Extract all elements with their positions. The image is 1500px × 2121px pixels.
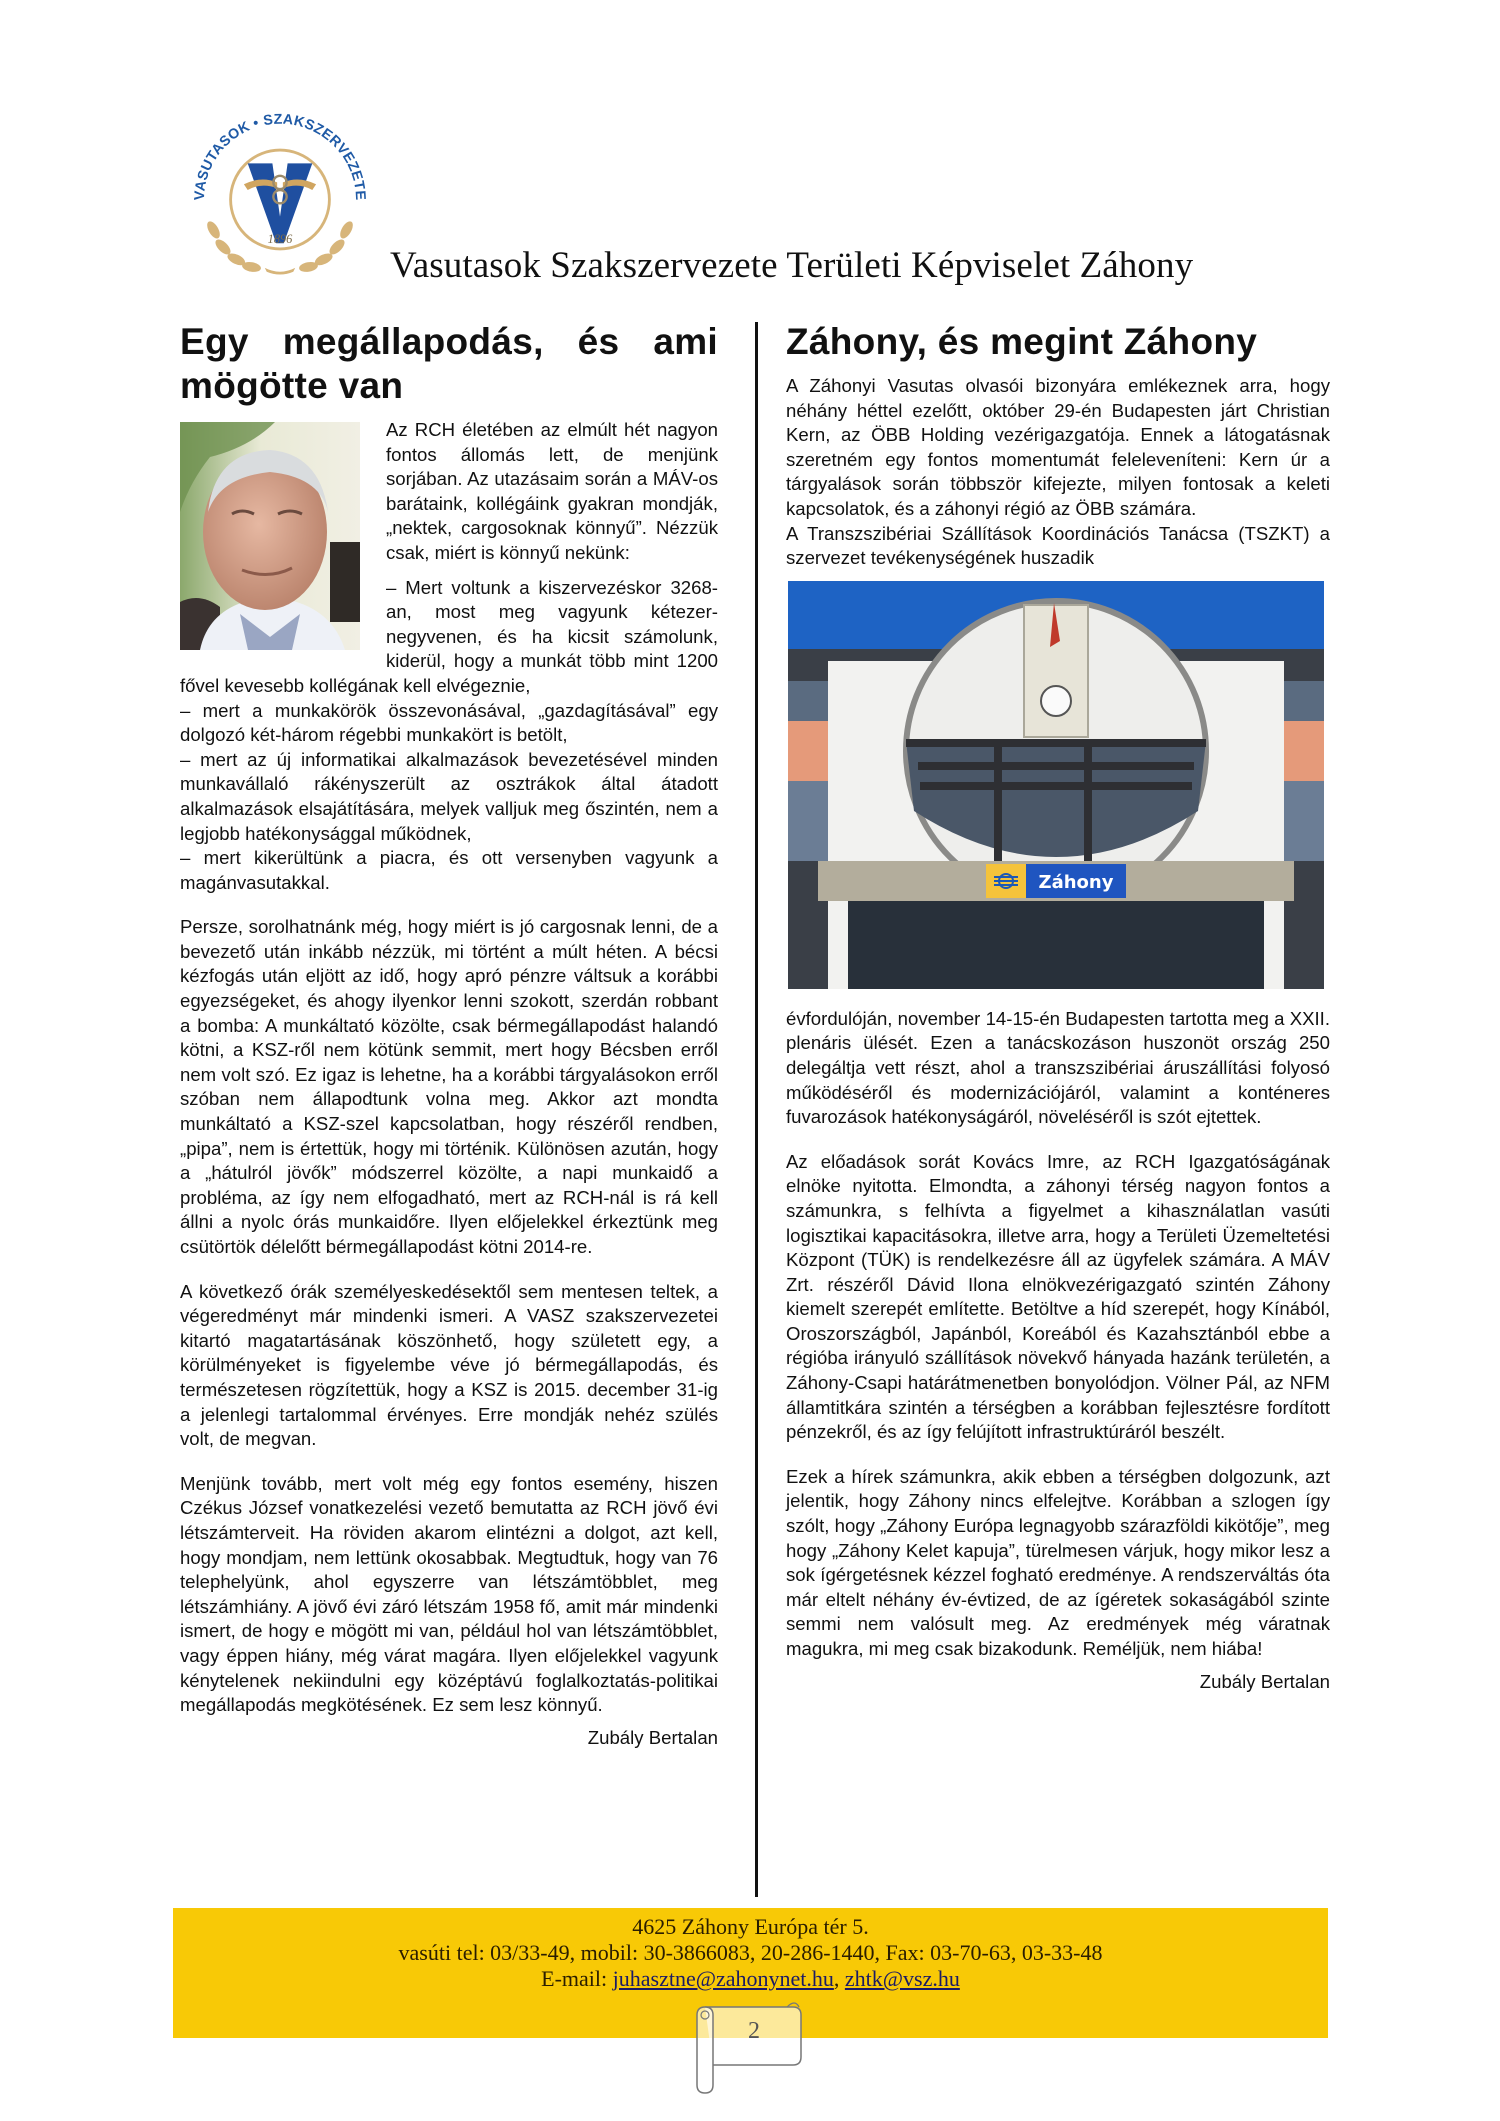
article-left-paragraph: Persze, sorolhatnánk még, hogy miért is jó cargosnak lenni, de a bevezető után inkább nézzük, mi történt a múlt héten. A bécsi kézfogás után eljött az idő, hogy apró pénzre váltsuk a korábbi egyezségeket, és ahogy ilyenkor lenni szokott, szerdán robbant a bomba: A munkáltató közölte, csak bérmegállapodást halandó kötni, a KSZ-ről nem kötünk semmit, mert hogy Bécsben erről nem volt szó. Ez igaz is lehetne, ha a korábbi tárgyalásokon erről szóban nem állapodtunk volna meg. Akkor azt mondta munkáltató a KSZ-szel kapcsolatban, hogy részéről rendben, „pipa”, nem is értettük, hogy mi történik. Különösen azután, hogy a „hátulról jövők” módszerrel közölte, a napi munkaidő a probléma, az így nem elfogadható, mert az RCH-nál is rá kell állni a nyolc órás munkaidőre. Ilyen előjelekkel érkeztünk meg csütörtök délelőtt bérmegállapodást kötni 2014-re. [180, 916, 718, 1257]
footer-email-separator: , [833, 1966, 845, 1991]
article-left-paragraph: – mert a munkakörök összevonásával, „gazdagításával” egy dolgozó két-három régebbi munkakört is betölt, [180, 699, 718, 746]
article-right-signature: Zubály Bertalan [1199, 1670, 1330, 1692]
article-right-headline: Záhony, és megint Záhony [786, 321, 1258, 362]
article-left-paragraph: A következő órák személyeskedésektől sem mentesen teltek, a végeredményt már mindenki ismeri. A VASZ szakszervezetei kitartó magatartásának köszönhető, hogy született egy, a körülményeket is figyelembe véve jó bérmegállapodás, és természetesen rögzítettük, hogy a KSZ is 2015. december 31-ig a jelenlegi tartalommal érvényes. Erre mondják nehéz szülés volt, de megvan. [180, 1280, 718, 1450]
footer-email-label: E-mail: [541, 1966, 613, 1991]
article-left-paragraph: Menjünk tovább, mert volt még egy fontos esemény, hiszen Czékus József vonatkezelési vezető bemutatta az RCH jövő évi létszámterveit. Ha röviden akarom elintézni a dolgot, azt kell, hogy mondjam, nem lettünk okosabbak. Megtudtuk, hogy van 76 telephelyünk, ahol egyszerre van létszámtöbblet, meg létszámhiány. A jövő évi záró létszám 1958 fő, amit már mindenki ismert, de hogy e mögött mi van, például hol van létszámtöbblet, vagy éppen hiány, még várat magára. Ilyen előjelekkel vagyunk kénytelenek nekiindulni egy középtávú foglalkoztatás-politikai megállapodás megkötésének. Ez sem lesz könnyű. [180, 1472, 718, 1716]
zahony-station-photo [788, 581, 1324, 989]
footer-email-line [173, 1966, 1328, 1992]
column-divider [755, 322, 758, 1897]
page-header-title: Vasutasok Szakszervezete Területi Képviselet Záhony [390, 245, 1194, 286]
article-left-paragraph: – mert kikerültünk a piacra, és ott versenyben vagyunk a magánvasutakkal. [180, 847, 718, 893]
author-portrait-photo [180, 422, 360, 650]
footer-address: 4625 Záhony Európa tér 5. [632, 1914, 869, 1939]
article-right [786, 320, 1330, 1694]
union-logo [185, 100, 375, 280]
article-left-paragraph: – Mert voltunk a kiszervezéskor 3268-an, most meg vagyunk kétezer-negyvenen, és ha kicsit számolunk, kiderül, hogy a munkát több mint 1200 fővel kevesebb kollégának kell elvégeznie, [180, 576, 718, 696]
email-link-juhasztne[interactable]: juhasztne@zahonynet.hu [612, 1966, 834, 1991]
page-number-scroll-icon [683, 1995, 823, 2095]
article-left-paragraph: Az RCH életében az elmúlt hét nagyon fontos állomás lett, de menjünk sorjában. Az utazásaim során a MÁV-os barátaink, kollégáink gyakran mondják, „nektek, cargosoknak könnyű”. Nézzük csak, miért is könnyű nekünk: [386, 419, 718, 563]
clock-icon [1041, 686, 1071, 716]
article-right-paragraph: A Záhonyi Vasutas olvasói bizonyára emlékeznek arra, hogy néhány héttel ezelőtt, október 29-én Budapesten járt Christian Kern, az ÖBB Holding vezérigazgatója. Ennek a látogatásnak szeretném egy fontos momentumát feleleveníteni: Kern úr a tárgyalások során többször kifejezte, milyen fontosak a keleti kapcsolatok, és a záhonyi régió az ÖBB számára. [786, 375, 1330, 519]
article-left-paragraph: – mert az új informatikai alkalmazások bevezetésével minden munkavállaló rákényszerült az osztrákok által átadott alkalmazások elsajátítására, melyek valljuk meg őszintén, nem a legjobb hatékonysággal működnek, [180, 748, 718, 844]
logo-ring-text: VASUTASOK • SZAKSZERVEZETE [191, 111, 369, 201]
page-number: 2 [748, 2018, 760, 2044]
station-sign-text: Záhony [1038, 871, 1114, 893]
article-right-paragraph: A Transzszibériai Szállítások Koordinációs Tanácsa (TSZKT) a szervezet tevékenységének huszadik [786, 522, 1330, 569]
email-link-zhtk[interactable]: zhtk@vsz.hu [844, 1966, 960, 1991]
article-left-headline: Egy megállapodás, és ami mögötte van [180, 321, 718, 406]
footer-phones: vasúti tel: 03/33-49, mobil: 30-3866083, 20-286-1440, Fax: 03-70-63, 03-33-48 [398, 1940, 1103, 1965]
article-right-paragraph: Ezek a hírek számunkra, akik ebben a térségben dolgozunk, azt jelentik, hogy Záhony nincs elfelejtve. Korábban a szlogen így szólt, hogy „Záhony Európa legnagyobb szárazföldi kikötője”, meg hogy „Záhony Kelet kapuja”, türelmesen várjuk, hogy mikor lesz a sok ígérgetésnek kézzel fogható eredménye. A rendszerváltás óta már eltelt néhány év-évtized, de az ígéretek sokaságából szinte semmi nem valósult meg. Az eredmények még váratnak magukra, mi meg csak bizakodunk. Reméljük, nem hiába! [786, 1465, 1330, 1659]
article-left [180, 320, 718, 1750]
article-left-signature: Zubály Bertalan [587, 1726, 718, 1748]
article-right-paragraph: Az előadások sorát Kovács Imre, az RCH Igazgatóságának elnöke nyitotta. Elmondta, a záhonyi térség nagyon fontos a számunkra, s felhívta a figyelmet a kihasználatlan vasúti logisztikai kapacitásokra, illetve arra, hogy a Területi Üzemeltetési Központ (TÜK) is rendelkezésre áll az ügyfelek számára. A MÁV Zrt. részéről Dávid Ilona elnökvezérigazgató szintén Záhony kiemelt szerepét említette. Betöltve a híd szerepét, hogy Kínából, Oroszországból, Japánból, Koreából és Kazahsztánból ebbe a régióba irányuló szállítások növekvő hányada hazánk területén, a Záhony-Csapi határátmenetben bonyolódjon. Völner Pál, az NFM államtitkára szintén a térségben a korábban fejlesztésre fordított pénzekről, és az így felújított infrastruktúráról beszélt. [786, 1150, 1330, 1443]
logo-year: 1896 [267, 232, 293, 247]
article-right-paragraph: évfordulóján, november 14-15-én Budapesten tartotta meg a XXII. plenáris ülését. Ezen a tanácskozáson huszonöt ország 250 delegáltja vett részt, ahol a transzszibériai áruszállítási folyosó működéséről és modernizációjáról, valamint a konténeres fuvarozások hatékonyságáról, növeléséről is szót ejtettek. [786, 1007, 1330, 1128]
